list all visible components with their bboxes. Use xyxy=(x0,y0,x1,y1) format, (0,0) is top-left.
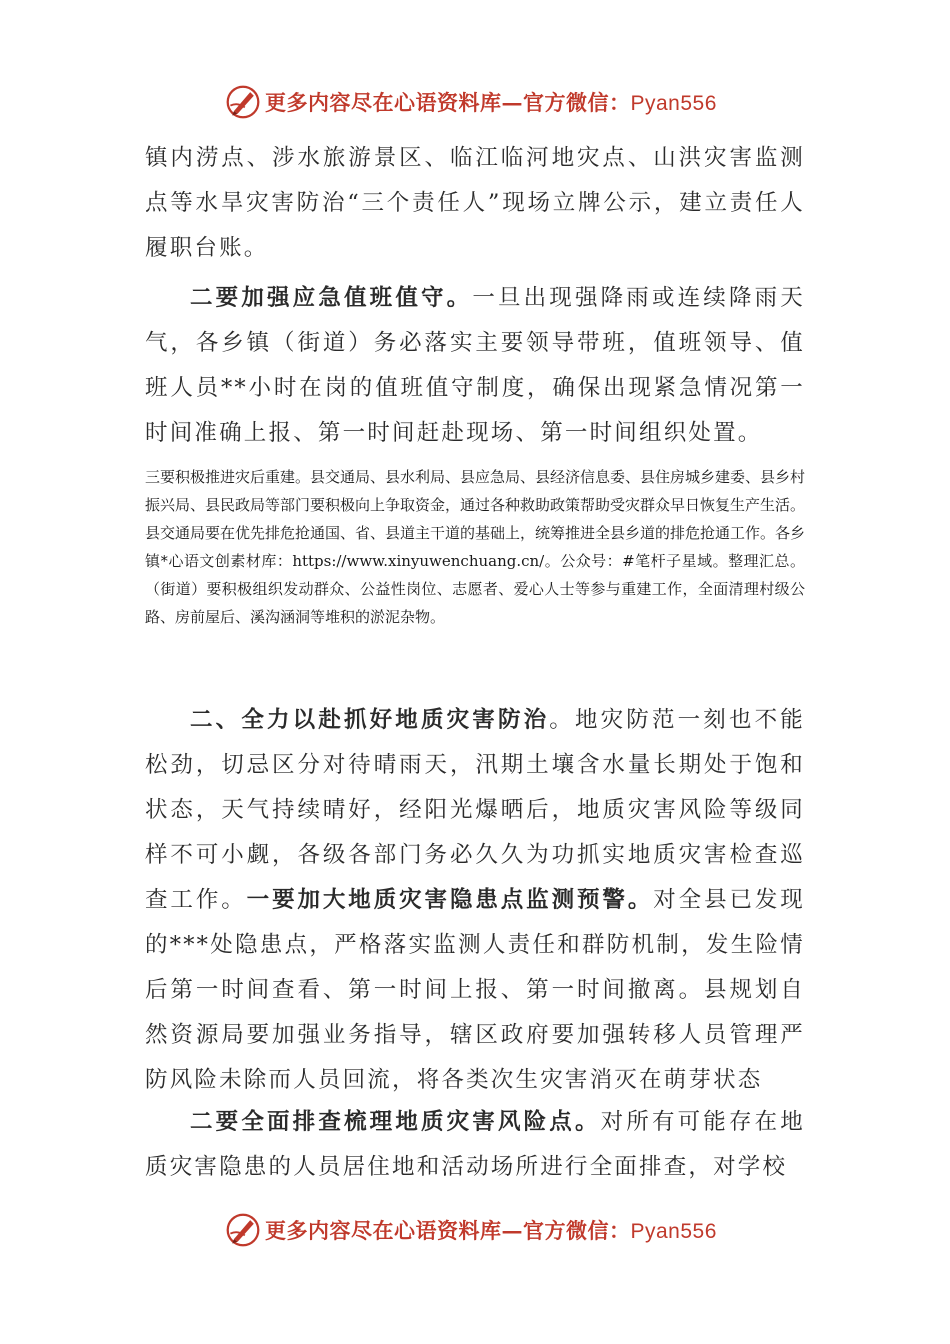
paragraph-text: 二要加强应急值班值守。一旦出现强降雨或连续降雨天气，各乡镇（街道）务必落实主要领导带班，值班领导、值班人员**小时在岗的值班值守制度，确保出现紧急情况第一时间准确上报、第一时间赶赴现场、第一时间组织处置。 xyxy=(145,285,805,446)
header-banner xyxy=(225,82,717,122)
paragraph-text: 二、全力以赴抓好地质灾害防治。地灾防范一刻也不能松劲，切忌区分对待晴雨天，汛期土壤含水量长期处于饱和状态，天气持续晴好，经阳光爆晒后，地质灾害风险等级同样不可小觑，各级各部门务必久久为功抓实地质灾害检查巡查工作。一要加大地质灾害隐患点监测预警。对全县已发现的***处隐患点，严格落实监测人责任和群防机制，发生险情后第一时间查看、第一时间上报、第一时间撤离。县规划自然资源局要加强业务指导，辖区政府要加强转移人员管理严防风险未除而人员回流，将各类次生灾害消灭在萌芽状态 xyxy=(145,707,806,1093)
source-url: https://www.xinyuwenchuang.cn/ xyxy=(292,552,545,570)
wechat-id: Pyan556 xyxy=(630,1220,717,1243)
paragraph-5 xyxy=(145,1100,805,1190)
paragraph-4 xyxy=(145,698,805,1103)
paragraph-2 xyxy=(145,276,805,456)
paragraph-heading: 二要全面排查梳理地质灾害风险点。 xyxy=(190,1109,601,1135)
pen-logo-icon xyxy=(225,1212,261,1248)
banner-text: 更多内容尽在心语资料库—官方微信：Pyan556 xyxy=(265,90,717,115)
paragraph-text: 镇内涝点、涉水旅游景区、临江临河地灾点、山洪灾害监测点等水旱灾害防治“三个责任人”现场立牌公示，建立责任人履职台账。 xyxy=(145,145,805,261)
pen-logo-icon xyxy=(225,84,261,120)
footer-banner xyxy=(225,1210,717,1250)
wechat-id: Pyan556 xyxy=(630,92,717,115)
banner-text: 更多内容尽在心语资料库—官方微信：Pyan556 xyxy=(265,1218,717,1243)
paragraph-3 xyxy=(145,463,805,631)
paragraph-heading: 一要加大地质灾害隐患点监测预警。 xyxy=(246,887,654,913)
paragraph-text: 二要全面排查梳理地质灾害风险点。对所有可能存在地质灾害隐患的人员居住地和活动场所进行全面排查，对学校 xyxy=(145,1109,805,1180)
paragraph-text: 三要积极推进灾后重建。县交通局、县水利局、县应急局、县经济信息委、县住房城乡建委、县乡村振兴局、县民政局等部门要积极向上争取资金，通过各种救助政策帮助受灾群众早日恢复生产生活。县交通局要在优先排危抢通国、省、县道主干道的基础上，统筹推进全县乡道的排危抢通工作。各乡镇*心语文创素材库：https://www.xinyuwenchuang.cn/。公众号：#笔杆子星域。整理汇总。（街道）要积极组织发动群众、公益性岗位、志愿者、爱心人士等参与重建工作，全面清理村级公路、房前屋后、溪沟涵洞等堆积的淤泥杂物。 xyxy=(145,468,806,626)
section-heading: 二、全力以赴抓好地质灾害防治 xyxy=(190,707,550,733)
paragraph-1 xyxy=(145,136,805,271)
paragraph-heading: 二要加强应急值班值守。 xyxy=(190,285,473,311)
